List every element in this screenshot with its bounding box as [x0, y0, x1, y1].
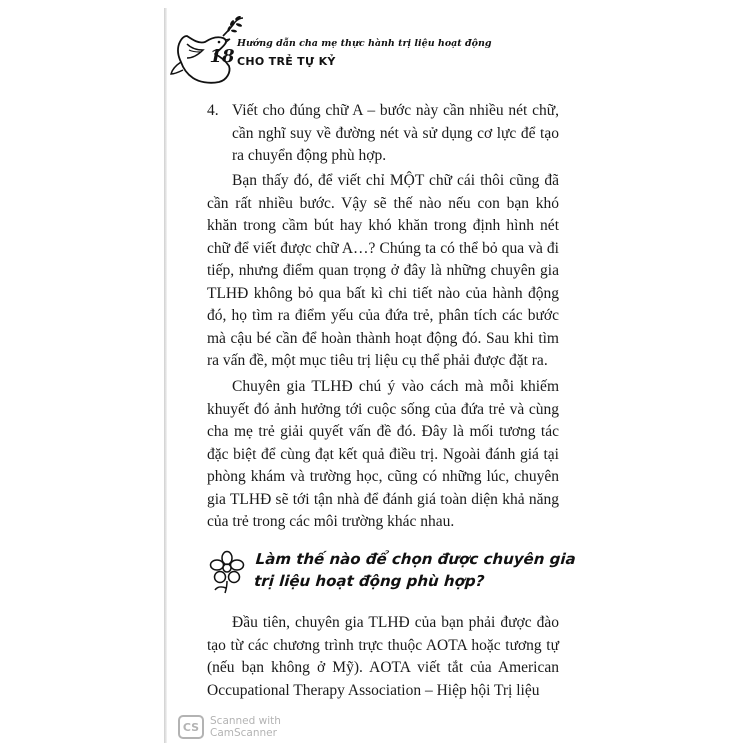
- paragraph-3: Đầu tiên, chuyên gia TLHĐ của bạn phải được đào tạo từ các chương trình trực thuộc AOTA hoặc tương tự (nếu bạn không ở Mỹ). AOTA viết tắt của American Occupational Therapy Association – Hiệp hội Trị liệu: [207, 614, 559, 699]
- book-page: [167, 8, 587, 743]
- page-header: [167, 8, 587, 90]
- list-item-number: 4.: [207, 102, 219, 119]
- camscanner-watermark: [178, 711, 281, 743]
- list-item-text: Viết cho đúng chữ A – bước này cần nhiều nét chữ, cần nghĩ suy về đường nét và sử dụng cơ lực để tạo ra chuyển động phù hợp.: [232, 102, 559, 164]
- page-number: 18: [209, 46, 235, 67]
- header-title: CHO TRẺ TỰ KỶ: [237, 55, 336, 68]
- paragraph-1: Bạn thấy đó, để viết chỉ MỘT chữ cái thôi cũng đã cần rất nhiều bước. Vậy sẽ thế nào nếu con bạn khó khăn trong cầm bút hay khó khăn trong định hình nét chữ để viết được chữ A…? Chúng ta có thể bỏ qua và đi tiếp, nhưng điểm quan trọng ở đây là những chuyên gia TLHĐ không bỏ qua bất kì chi tiết nào của hành động đó, họ tìm ra điểm yếu của đứa trẻ, phân tích các bước mà cậu bé cần để hoàn thành hoạt động đó. Sau khi tìm ra vấn đề, một mục tiêu trị liệu cụ thể phải được đặt ra.: [207, 172, 559, 369]
- paragraph-2: Chuyên gia TLHĐ chú ý vào cách mà mỗi khiếm khuyết đó ảnh hưởng tới cuộc sống của đứa trẻ và cùng cha mẹ trẻ giải quyết vấn đề đó. Đây là mối tương tác đặc biệt để cùng đạt kết quả điều trị. Ngoài đánh giá tại phòng khám và trường học, cũng có những lúc, chuyên gia TLHĐ sẽ tới tận nhà để đánh giá toàn diện khả năng của trẻ trong các môi trường khác nhau.: [207, 378, 559, 530]
- watermark-line-1: Scanned with: [210, 715, 281, 727]
- list-item-4: [207, 100, 559, 168]
- camscanner-logo-icon: CS: [178, 715, 204, 739]
- section-heading: Làm thế nào để chọn được chuyên gia trị liệu hoạt động phù hợp?: [253, 550, 577, 590]
- section-heading-block: [207, 548, 577, 604]
- camscanner-text: [210, 715, 281, 739]
- flower-icon: [207, 550, 247, 594]
- watermark-line-2: CamScanner: [210, 727, 277, 739]
- header-subtitle: Hướng dẫn cha mẹ thực hành trị liệu hoạt động: [237, 38, 492, 49]
